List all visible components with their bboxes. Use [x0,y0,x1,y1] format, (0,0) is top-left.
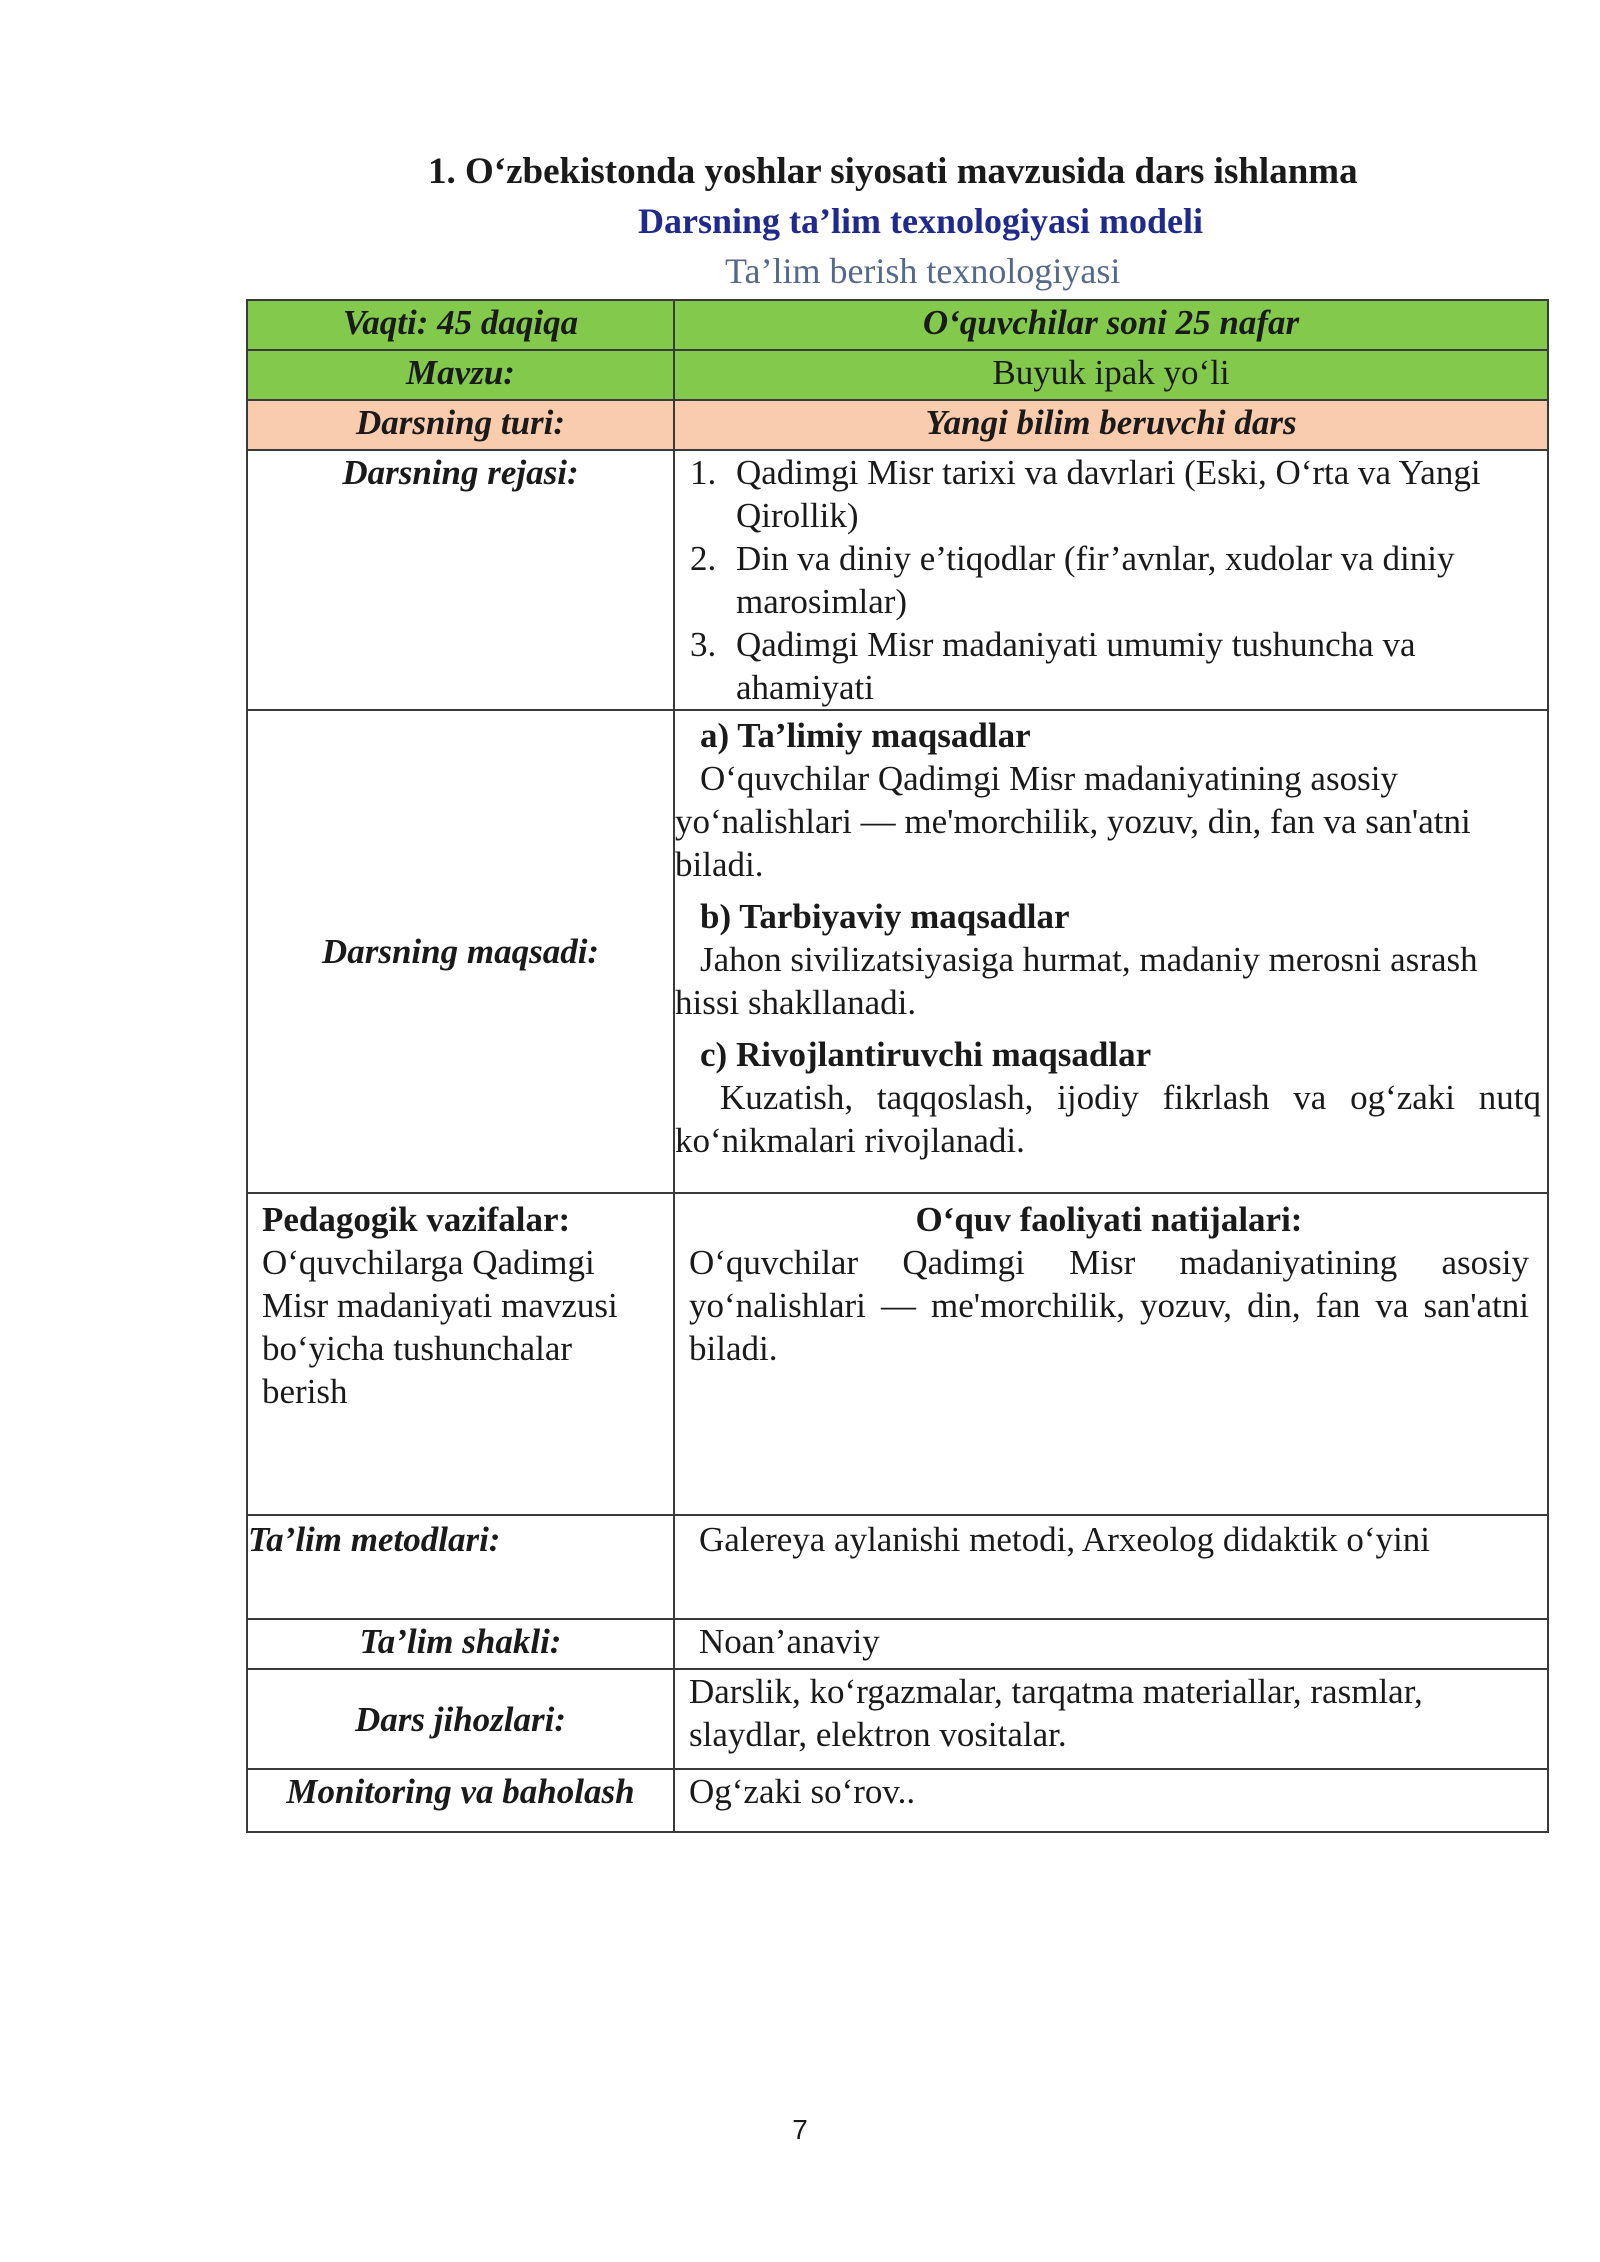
lesson-plan-row [247,450,1548,710]
goal-heading-educational: a) Ta’limiy maqsadlar [700,716,1031,755]
plan-item-text: Qadimgi Misr madaniyati umumiy tushuncha va ahamiyati [736,625,1416,707]
students-count-cell: O‘quvchilar soni 25 nafar [674,300,1548,350]
form-label: Ta’lim shakli: [247,1619,674,1669]
goal-heading-upbringing: b) Tarbiyaviy maqsadlar [700,897,1070,936]
lesson-model-table [246,299,1549,1833]
methods-label: Ta’lim metodlari: [247,1515,674,1619]
plan-item-text: Din va diniy e’tiqodlar (fir’avnlar, xudolar va diniy marosimlar) [736,539,1455,621]
methods-value: Galereya aylanishi metodi, Arxeolog didaktik o‘yini [674,1515,1548,1619]
pedagogic-tasks-text: O‘quvchilarga Qadimgi Misr madaniyati mavzusi bo‘yicha tushunchalar berish [262,1243,618,1411]
plan-item [690,623,1537,709]
learning-results-heading: O‘quv faoliyati natijalari: [915,1200,1303,1239]
plan-item-number: 2. [690,539,717,578]
form-value: Noan’anaviy [674,1619,1548,1669]
monitoring-label: Monitoring va baholash [247,1769,674,1832]
equipment-row [247,1669,1548,1769]
goal-text-developing: Kuzatish, taqqoslash, ijodiy fikrlash va og‘zaki nutq ko‘nikmalari rivojlanadi. [675,1078,1541,1160]
document-title: 1. O‘zbekistonda yoshlar siyosati mavzusida dars ishlanma [428,151,1358,192]
topic-value: Buyuk ipak yo‘li [674,350,1548,400]
plan-item [690,537,1537,623]
learning-results-cell [674,1193,1548,1515]
pedagogic-tasks-cell [247,1193,674,1515]
model-subtitle: Darsning ta’lim texnologiyasi modeli [638,201,1203,241]
plan-item [690,451,1537,537]
goal-text-educational: O‘quvchilar Qadimgi Misr madaniyatining asosiy yo‘nalishlari — me'morchilik, yozuv, din, fan va san'atni biladi. [675,759,1471,884]
methods-row [247,1515,1548,1619]
lesson-goals-row [247,710,1548,1193]
lesson-type-row [247,400,1548,450]
lesson-plan-list [675,451,1547,709]
goal-text-upbringing: Jahon sivilizatsiyasiga hurmat, madaniy merosni asrash hissi shakllanadi. [675,940,1478,1022]
lesson-plan-label: Darsning rejasi: [247,450,674,710]
topic-label: Mavzu: [247,350,674,400]
equipment-value: Darslik, ko‘rgazmalar, tarqatma materiallar, rasmlar, slaydlar, elektron vositalar. [674,1669,1548,1769]
plan-item-number: 1. [690,453,717,492]
lesson-plan-cell [674,450,1548,710]
topic-row [247,350,1548,400]
form-row [247,1619,1548,1669]
monitoring-value: Og‘zaki so‘rov.. [674,1769,1548,1832]
lesson-type-label: Darsning turi: [247,400,674,450]
monitoring-row [247,1769,1548,1832]
lesson-type-value: Yangi bilim beruvchi dars [674,400,1548,450]
time-cell: Vaqti: 45 daqiqa [247,300,674,350]
plan-item-text: Qadimgi Misr tarixi va davrlari (Eski, O‘rta va Yangi Qirollik) [736,453,1481,535]
plan-item-number: 3. [690,625,717,664]
equipment-label: Dars jihozlari: [247,1669,674,1769]
page-number: 7 [792,2114,808,2145]
time-row [247,300,1548,350]
goal-heading-developing: c) Rivojlantiruvchi maqsadlar [700,1035,1152,1074]
learning-results-text: O‘quvchilar Qadimgi Misr madaniyatining asosiy yo‘nalishlari — me'morchilik, yozuv, din, fan va san'atni biladi. [689,1243,1529,1368]
lesson-goals-cell [674,710,1548,1193]
lesson-goals-label: Darsning maqsadi: [247,710,674,1193]
tasks-results-row [247,1193,1548,1515]
pedagogic-tasks-heading: Pedagogik vazifalar: [262,1200,571,1239]
technology-subheading: Ta’lim berish texnologiyasi [725,251,1121,291]
